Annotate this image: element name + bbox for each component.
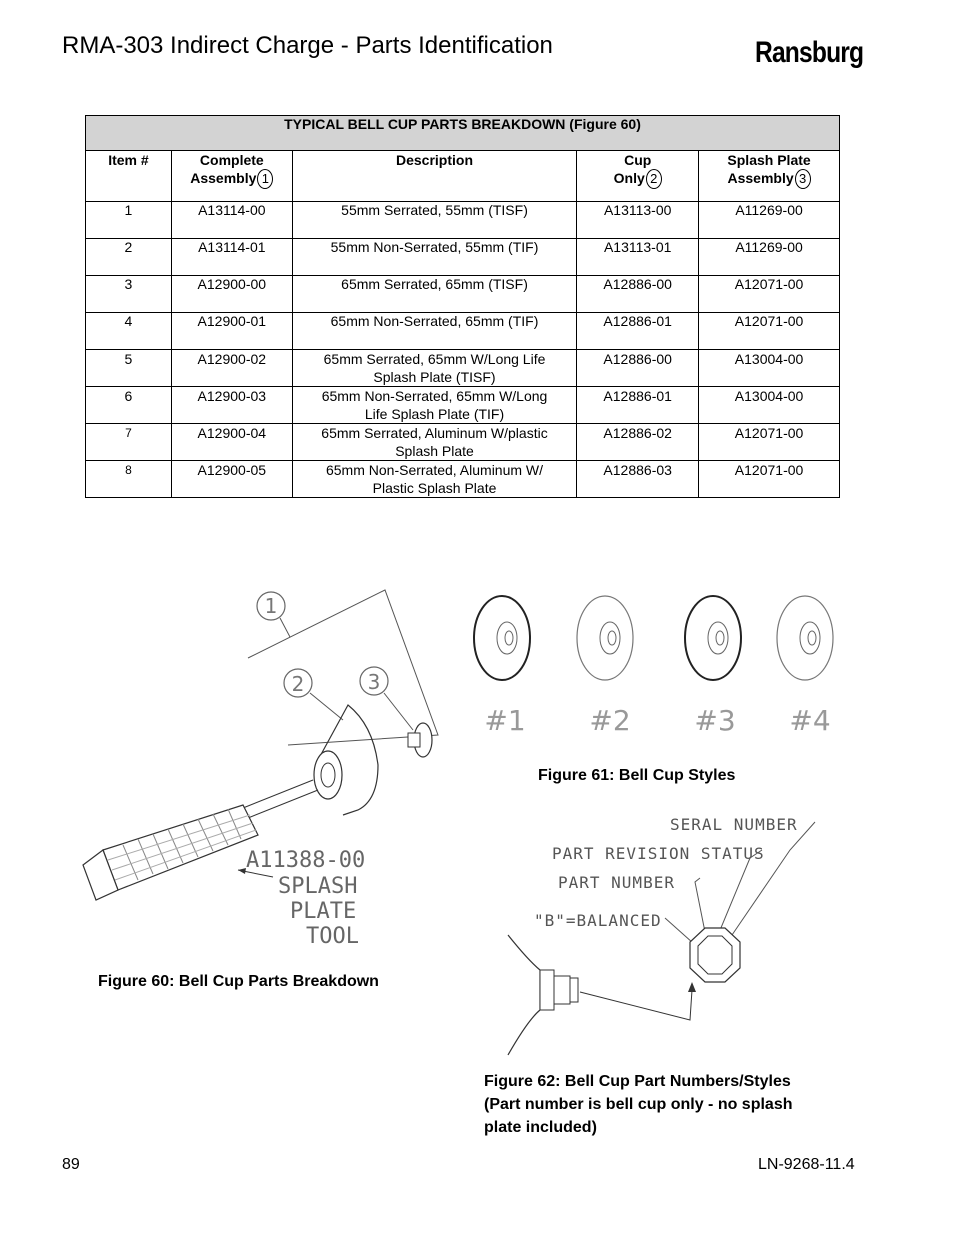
table-row: 5 A12900-02 65mm Serrated, 65mm W/Long Life Splash Plate (TISF) A12886-00 A13004-00 xyxy=(86,350,840,387)
label-part-number: PART NUMBER xyxy=(558,873,675,892)
figure-60-caption: Figure 60: Bell Cup Parts Breakdown xyxy=(98,973,379,990)
callout-ref-1: 1 xyxy=(257,169,273,189)
callout-ref-2: 2 xyxy=(646,169,662,189)
table-row: 8 A12900-05 65mm Non-Serrated, Aluminum W/ Plastic Splash Plate A12886-03 A12071-00 xyxy=(86,461,840,498)
table-row: 2 A13114-01 55mm Non-Serrated, 55mm (TIF) A13113-01 A11269-00 xyxy=(86,239,840,276)
bell-cup-parts-drawing xyxy=(78,585,458,955)
bell-cup-style-3 xyxy=(685,596,741,737)
tool-part-number: A11388-00 xyxy=(246,848,366,873)
tool-label-line-3: PLATE xyxy=(290,899,357,924)
tool-label-line-2: SPLASH xyxy=(278,874,358,899)
table-row: 3 A12900-00 65mm Serrated, 65mm (TISF) A12886-00 A12071-00 xyxy=(86,276,840,313)
brand-logo: Ransburg xyxy=(755,36,864,69)
bell-cup-styles-drawing xyxy=(465,590,855,740)
parts-breakdown-table xyxy=(85,115,840,498)
col-header-description: Description xyxy=(292,151,577,202)
table-caption: TYPICAL BELL CUP PARTS BREAKDOWN (Figure 60) xyxy=(86,116,840,151)
callout-1: 1 xyxy=(264,594,278,618)
col-header-cup-only: Cup Only 2 xyxy=(577,151,699,202)
label-balanced: "B"=BALANCED xyxy=(534,911,662,930)
callout-2: 2 xyxy=(291,672,305,696)
tool-label-line-4: TOOL xyxy=(306,924,359,949)
style-label-3: #3 xyxy=(694,704,736,737)
table-row: 1 A13114-00 55mm Serrated, 55mm (TISF) A13113-00 A11269-00 xyxy=(86,202,840,239)
figure-61-caption: Figure 61: Bell Cup Styles xyxy=(538,767,736,784)
callout-3: 3 xyxy=(367,670,381,694)
col-header-item: Item # xyxy=(86,151,172,202)
style-label-4: #4 xyxy=(789,704,831,737)
col-header-complete-assembly: Complete Assembly 1 xyxy=(171,151,292,202)
bell-cup-style-4 xyxy=(777,596,833,737)
bell-cup-style-2 xyxy=(577,596,633,737)
label-serial-number: SERAL NUMBER xyxy=(670,815,798,834)
table-row: 6 A12900-03 65mm Non-Serrated, 65mm W/Long Life Splash Plate (TIF) A12886-01 A13004-00 xyxy=(86,387,840,424)
table-row: 7 A12900-04 65mm Serrated, Aluminum W/plastic Splash Plate A12886-02 A12071-00 xyxy=(86,424,840,461)
callout-ref-3: 3 xyxy=(795,169,811,189)
bell-cup-style-1 xyxy=(474,596,530,737)
figure-62-caption: Figure 62: Bell Cup Part Numbers/Styles (Part number is bell cup only - no splash plate included) xyxy=(484,1073,793,1136)
page-title: RMA-303 Indirect Charge - Parts Identification xyxy=(62,32,553,59)
splash-plate-tool xyxy=(83,805,258,900)
style-label-2: #2 xyxy=(589,704,631,737)
label-part-revision-status: PART REVISION STATUS xyxy=(552,844,765,863)
page-number: 89 xyxy=(62,1156,80,1173)
bell-cup-part-numbers-drawing xyxy=(500,810,830,1060)
col-header-splash-plate: Splash Plate Assembly 3 xyxy=(699,151,840,202)
document-id: LN-9268-11.4 xyxy=(758,1156,855,1173)
table-row: 4 A12900-01 65mm Non-Serrated, 65mm (TIF) A12886-01 A12071-00 xyxy=(86,313,840,350)
style-label-1: #1 xyxy=(484,704,526,737)
